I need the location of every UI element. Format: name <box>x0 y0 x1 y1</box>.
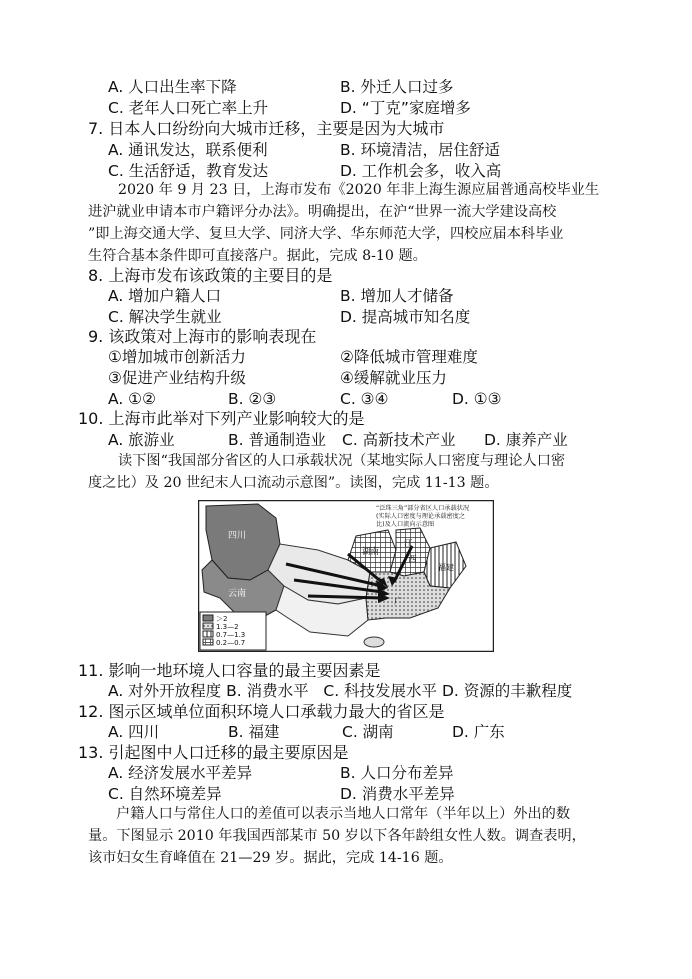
q8-stem: 8. 上海市发布该政策的主要目的是 <box>88 266 333 285</box>
label-xi: 西 <box>408 555 417 565</box>
q10-option-b: B. 普通制造业 <box>228 431 326 449</box>
q13-option-c: C. 自然环境差异 <box>108 785 222 803</box>
q11-options: A. 对外开放程度 B. 消费水平 C. 科技发展水平 D. 资源的丰歉程度 <box>108 682 573 700</box>
q12-option-a: A. 四川 <box>108 723 160 741</box>
q9-option-c: C. ③④ <box>340 390 389 408</box>
legend-label-1: ＞2 <box>216 615 228 623</box>
q12-option-d: D. 广东 <box>452 723 505 741</box>
label-sichuan: 四川 <box>228 531 247 541</box>
q7-option-d: D. 工作机会多，收入高 <box>340 162 502 180</box>
legend-label-2: 1.3—2 <box>216 623 239 631</box>
q13-stem: 13. 引起图中人口迁移的最主要原因是 <box>78 743 349 762</box>
q11-stem: 11. 影响一地环境人口容量的最主要因素是 <box>78 661 381 680</box>
passage-1-line-4: 生符合基本条件即可直接落户。据此，完成 8-10 题。 <box>88 248 427 264</box>
q8-option-b: B. 增加人才储备 <box>340 287 454 305</box>
q10-option-a: A. 旅游业 <box>108 431 175 449</box>
passage-2-line-1: 读下图“我国部分省区的人口承载状况（某地实际人口密度与理论人口密 <box>118 453 566 469</box>
passage-1-line-2: 进沪就业申请本市户籍评分办法》。明确提出，在沪“世界一流大学建设高校 <box>88 204 557 220</box>
label-guang: 广 <box>394 597 403 607</box>
population-map <box>198 500 494 652</box>
passage-3-line-1: 户籍人口与常住人口的差值可以表示当地人口常年（半年以上）外出的数 <box>116 806 571 822</box>
q9-option-a: A. ①② <box>108 390 156 408</box>
q9-statement-4: ④缓解就业压力 <box>340 369 447 387</box>
passage-2-line-2: 度之比）及 20 世纪末人口流动示意图”。读图，完成 11-13 题。 <box>88 475 499 491</box>
legend-swatch-4 <box>203 639 213 645</box>
q9-statement-3: ③促进产业结构升级 <box>108 369 246 387</box>
passage-1-line-1: 2020 年 9 月 23 日，上海市发布《2020 年非上海生源应届普通高校毕业生 <box>118 182 600 198</box>
q7-option-a: A. 通讯发达，联系便利 <box>108 141 268 159</box>
q6-option-d: D. “丁克”家庭增多 <box>340 99 471 117</box>
q7-stem: 7. 日本人口纷纷向大城市迁移，主要是因为大城市 <box>88 119 445 138</box>
q12-option-b: B. 福建 <box>228 723 280 741</box>
region-hainan <box>364 637 384 647</box>
q13-option-b: B. 人口分布差异 <box>340 764 454 782</box>
passage-1-line-3: ”即上海交通大学、复旦大学、同济大学、华东师范大学，四校应届本科毕业 <box>88 226 564 242</box>
q10-option-d: D. 康养产业 <box>484 431 568 449</box>
map-title-line-2: (实际人口密度与理论承载密度之 <box>376 513 466 520</box>
passage-3-line-2: 量。下图显示 2010 年我国西部某市 50 岁以下各年龄组女性人数。调查表明， <box>88 828 586 844</box>
label-yunnan: 云南 <box>228 589 247 599</box>
map-title-line-1: “泛珠三角”部分省区人口承载状况 <box>376 505 470 512</box>
label-jiang: 江 <box>404 539 413 549</box>
q7-option-c: C. 生活舒适，教育发达 <box>108 162 269 180</box>
q13-option-a: A. 经济发展水平差异 <box>108 764 253 782</box>
q9-statement-1: ①增加城市创新活力 <box>108 348 246 366</box>
q8-option-c: C. 解决学生就业 <box>108 308 222 326</box>
q6-option-a: A. 人口出生率下降 <box>108 78 237 96</box>
legend-swatch-1 <box>203 615 213 621</box>
map-title-line-3: 比)及人口流向示意图 <box>376 521 435 528</box>
q8-option-d: D. 提高城市知名度 <box>340 308 471 326</box>
legend-label-4: 0.2—0.7 <box>216 639 246 647</box>
q6-option-b: B. 外迁人口过多 <box>340 78 454 96</box>
legend-label-3: 0.7—1.3 <box>216 631 246 639</box>
q9-statement-2: ②降低城市管理难度 <box>340 348 478 366</box>
q6-option-c: C. 老年人口死亡率上升 <box>108 99 269 117</box>
q12-option-c: C. 湖南 <box>342 723 394 741</box>
q9-stem: 9. 该政策对上海市的影响表现在 <box>88 327 317 346</box>
q8-option-a: A. 增加户籍人口 <box>108 287 222 305</box>
passage-3-line-3: 该市妇女生育峰值在 21—29 岁。据此，完成 14-16 题。 <box>88 850 453 866</box>
q9-option-d: D. ①③ <box>452 390 502 408</box>
legend-swatch-2 <box>203 623 213 629</box>
q12-stem: 12. 图示区域单位面积环境人口承载力最大的省区是 <box>78 702 445 721</box>
label-fujian: 福建 <box>438 563 454 572</box>
q10-stem: 10. 上海市此举对下列产业影响较大的是 <box>78 409 365 428</box>
q9-option-b: B. ②③ <box>228 390 277 408</box>
label-hunan: 湖南 <box>362 547 380 557</box>
q7-option-b: B. 环境清洁，居住舒适 <box>340 141 500 159</box>
legend-swatch-3 <box>203 631 213 637</box>
q13-option-d: D. 消费水平差异 <box>340 785 455 803</box>
q10-option-c: C. 高新技术产业 <box>342 431 456 449</box>
